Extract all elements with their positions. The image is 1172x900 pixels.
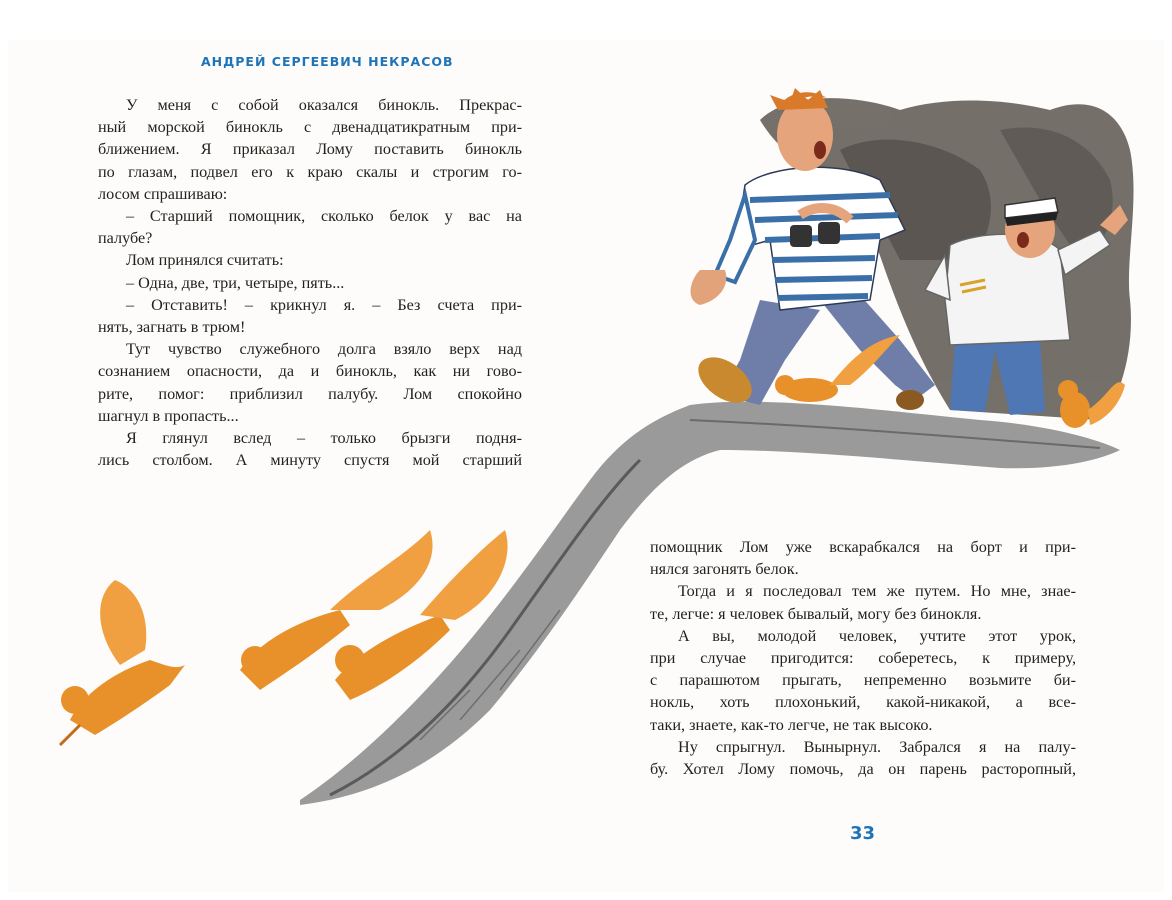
running-header-author: АНДРЕЙ СЕРГЕЕВИЧ НЕКРАСОВ [201, 54, 454, 69]
text-line: те, легче: я человек бывалый, могу без бинокля. [650, 604, 982, 623]
text-line: таки, знаете, как-то легче, не так высоко. [650, 715, 933, 734]
text-line: – Одна, две, три, четыре, пять... [126, 273, 345, 292]
text-line: А вы, молодой человек, учтите этот урок, [678, 626, 1076, 645]
page-number: 33 [850, 823, 876, 844]
text-line: Я глянул вслед – только брызги подня- [126, 428, 522, 447]
right-text-column [650, 536, 1076, 780]
text-line: ный морской бинокль с двенадцатикратным при- [98, 118, 522, 137]
text-line: – Отставить! – крикнул я. – Без счета при- [126, 295, 522, 314]
text-line: по глазам, подвел его к краю скалы и строгим го- [98, 162, 522, 181]
text-line: шагнул в пропасть... [98, 406, 239, 425]
text-line: – Старший помощник, сколько белок у вас на [126, 206, 522, 225]
text-line: помощник Лом уже вскарабкался на борт и при- [650, 538, 1076, 556]
text-line: рите, помог: приблизил палубу. Лом спокойно [98, 384, 522, 403]
text-line: при случае пригодится: соберетесь, к примеру, [650, 648, 1076, 667]
text-line: Тут чувство служебного долга взяло верх над [126, 340, 522, 359]
text-line: ближением. Я приказал Лому поставить бинокль [98, 140, 522, 159]
left-text-column [98, 94, 522, 471]
text-line: нялся загонять белок. [650, 560, 799, 579]
text-line: лосом спрашиваю: [98, 184, 228, 203]
text-line: лись столбом. А минуту спустя мой старший [98, 451, 522, 470]
text-line: бу. Хотел Лому помочь, да он парень расторопный, [650, 759, 1076, 778]
text-line: с парашютом прыгать, непременно возьмите би- [650, 671, 1076, 690]
squirrel-flying-1 [60, 580, 185, 745]
text-line: сознанием опасности, да и бинокль, как ни гово- [98, 362, 522, 381]
text-line: Ну спрыгнул. Вынырнул. Забрался я на палу- [678, 737, 1076, 756]
text-line: нять, загнать в трюм! [98, 317, 246, 336]
text-line: У меня с собой оказался бинокль. Прекрас- [126, 96, 522, 114]
text-line: Тогда и я последовал тем же путем. Но мне, знае- [678, 582, 1076, 601]
text-line: Лом принялся считать: [126, 251, 284, 270]
text-line: нокль, хоть плохонький, какой-никакой, а все- [650, 693, 1076, 712]
text-line: палубе? [98, 229, 153, 248]
